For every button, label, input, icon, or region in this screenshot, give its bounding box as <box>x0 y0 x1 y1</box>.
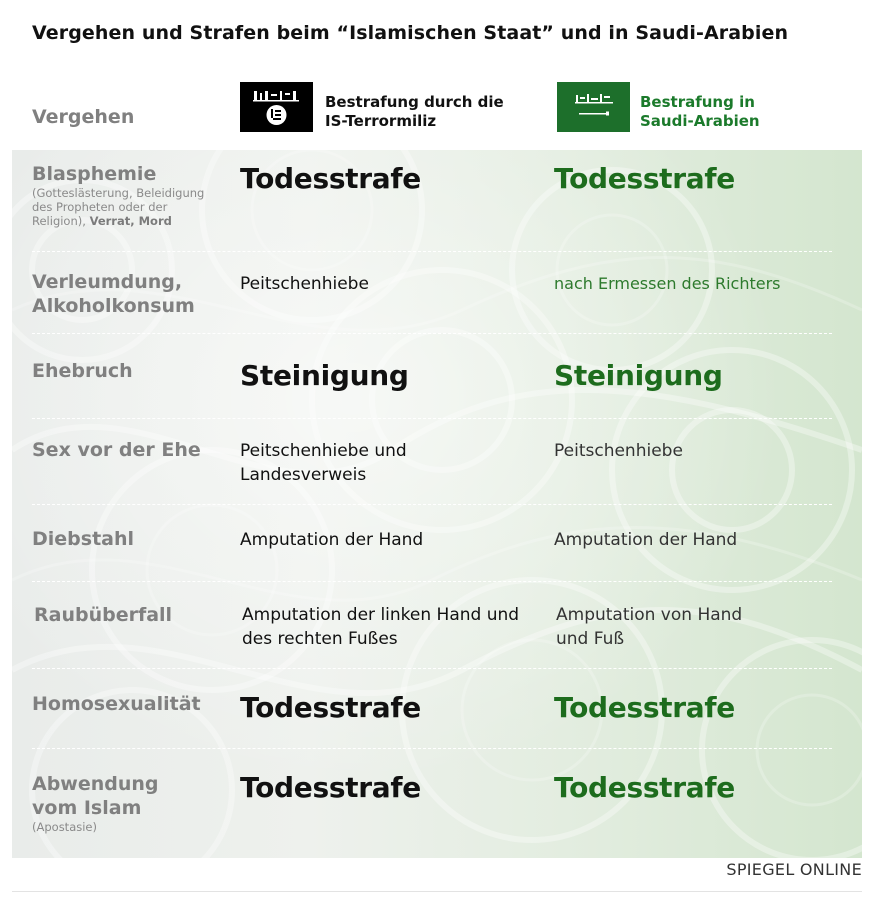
note-line: (Gotteslästerung, Beleidigung <box>32 186 205 200</box>
row-divider <box>32 333 832 334</box>
is-header-line1: Bestrafung durch die <box>325 93 504 111</box>
is-column-header <box>325 93 504 131</box>
row-divider <box>32 251 832 252</box>
comparison-table <box>12 150 862 858</box>
is-penalty <box>240 439 407 487</box>
is-penalty: Amputation der Hand <box>240 530 424 550</box>
bottom-divider <box>12 891 862 892</box>
sa-penalty: Steinigung <box>554 359 723 392</box>
is-penalty: Todesstrafe <box>240 162 421 195</box>
penalty-line: Amputation der linken Hand und <box>242 605 520 625</box>
offense-line: vom Islam <box>32 797 142 819</box>
row-divider <box>32 748 832 749</box>
offense-raubueberfall: Raubüberfall <box>34 604 173 626</box>
is-penalty: Todesstrafe <box>240 771 421 804</box>
note-line: des Propheten oder der <box>32 200 168 214</box>
offense-column-header: Vergehen <box>32 106 135 128</box>
penalty-line: des rechten Fußes <box>242 629 398 649</box>
penalty-line: Landesverweis <box>240 465 367 485</box>
is-flag-icon <box>240 82 313 132</box>
offense-diebstahl: Diebstahl <box>32 528 135 550</box>
sa-header-line1: Bestrafung in <box>640 93 755 111</box>
is-header-line2: IS-Terrormiliz <box>325 112 437 130</box>
row-divider <box>32 668 832 669</box>
penalty-line: Peitschenhiebe und <box>240 441 407 461</box>
offense-line: Verleumdung, <box>32 271 183 293</box>
row-divider <box>32 504 832 505</box>
offense-ehebruch: Ehebruch <box>32 360 133 382</box>
is-penalty <box>242 603 519 651</box>
row-divider <box>32 418 832 419</box>
sa-penalty: Todesstrafe <box>554 771 735 804</box>
row-divider <box>32 581 832 582</box>
penalty-line: und Fuß <box>556 629 625 649</box>
is-penalty: Steinigung <box>240 359 409 392</box>
is-penalty: Peitschenhiebe <box>240 274 369 294</box>
is-penalty: Todesstrafe <box>240 691 421 724</box>
offense-sex-vor-der-ehe: Sex vor der Ehe <box>32 439 201 461</box>
penalty-line: Amputation von Hand <box>556 605 743 625</box>
offense-abwendung-vom-islam <box>32 772 159 820</box>
offense-blasphemie: Blasphemie <box>32 163 157 185</box>
note-line <box>32 214 204 228</box>
offense-note-blasphemie <box>32 186 204 228</box>
sa-penalty: Amputation der Hand <box>554 530 738 550</box>
sa-header-line2: Saudi-Arabien <box>640 112 760 130</box>
offense-verleumdung <box>32 270 195 318</box>
offense-line: Abwendung <box>32 773 159 795</box>
saudi-flag-icon <box>557 82 630 132</box>
sa-penalty: nach Ermessen des Richters <box>554 274 781 293</box>
offense-note-apostasie: (Apostasie) <box>32 820 97 834</box>
sa-column-header <box>640 93 760 131</box>
note-plain: Religion), <box>32 214 86 228</box>
sa-penalty <box>556 603 742 651</box>
sa-penalty: Todesstrafe <box>554 162 735 195</box>
note-bold: Verrat, Mord <box>89 214 172 228</box>
source-credit: SPIEGEL ONLINE <box>726 860 862 879</box>
sa-penalty: Peitschenhiebe <box>554 441 683 461</box>
page-title: Vergehen und Strafen beim “Islamischen Staat” und in Saudi-Arabien <box>32 22 789 44</box>
offense-homosexualitaet: Homosexualität <box>32 693 201 715</box>
offense-line: Alkoholkonsum <box>32 295 195 317</box>
sa-penalty: Todesstrafe <box>554 691 735 724</box>
